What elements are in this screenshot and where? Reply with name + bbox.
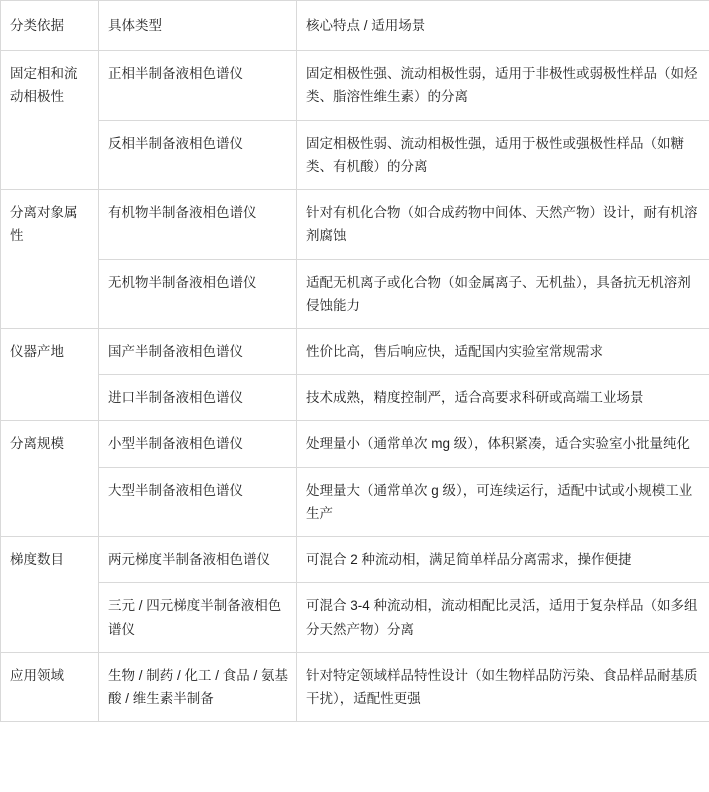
cell-desc: 处理量大（通常单次 g 级），可连续运行，适配中试或小规模工业生产 <box>297 467 709 536</box>
table-body <box>1 1 709 722</box>
cell-type: 无机物半制备液相色谱仪 <box>99 259 297 328</box>
cell-type: 进口半制备液相色谱仪 <box>99 375 297 421</box>
cell-type: 三元 / 四元梯度半制备液相色谱仪 <box>99 583 297 652</box>
cell-type: 两元梯度半制备液相色谱仪 <box>99 537 297 583</box>
cell-desc: 固定相极性弱、流动相极性强，适用于极性或强极性样品（如糖类、有机酸）的分离 <box>297 120 709 189</box>
cell-basis: 分离对象属性 <box>1 190 99 329</box>
cell-type: 生物 / 制药 / 化工 / 食品 / 氨基酸 / 维生素半制备 <box>99 652 297 721</box>
cell-desc: 适配无机离子或化合物（如金属离子、无机盐），具备抗无机溶剂侵蚀能力 <box>297 259 709 328</box>
table-row <box>1 259 709 328</box>
column-header-type: 具体类型 <box>99 1 297 51</box>
cell-basis: 分离规模 <box>1 421 99 537</box>
table-row <box>1 328 709 374</box>
cell-desc: 针对有机化合物（如合成药物中间体、天然产物）设计，耐有机溶剂腐蚀 <box>297 190 709 259</box>
table-row <box>1 120 709 189</box>
cell-desc: 性价比高，售后响应快，适配国内实验室常规需求 <box>297 328 709 374</box>
table-row <box>1 467 709 536</box>
cell-type: 有机物半制备液相色谱仪 <box>99 190 297 259</box>
cell-basis: 固定相和流动相极性 <box>1 51 99 190</box>
cell-basis: 应用领域 <box>1 652 99 721</box>
cell-desc: 固定相极性强、流动相极性弱，适用于非极性或弱极性样品（如烃类、脂溶性维生素）的分离 <box>297 51 709 120</box>
cell-basis: 仪器产地 <box>1 328 99 420</box>
table-header-row <box>1 1 709 51</box>
cell-desc: 可混合 2 种流动相，满足简单样品分离需求，操作便捷 <box>297 537 709 583</box>
cell-type: 国产半制备液相色谱仪 <box>99 328 297 374</box>
table-row <box>1 421 709 467</box>
cell-desc: 针对特定领域样品特性设计（如生物样品防污染、食品样品耐基质干扰），适配性更强 <box>297 652 709 721</box>
column-header-desc: 核心特点 / 适用场景 <box>297 1 709 51</box>
table-row <box>1 190 709 259</box>
cell-type: 大型半制备液相色谱仪 <box>99 467 297 536</box>
cell-desc: 处理量小（通常单次 mg 级），体积紧凑，适合实验室小批量纯化 <box>297 421 709 467</box>
table-row <box>1 583 709 652</box>
cell-desc: 技术成熟，精度控制严，适合高要求科研或高端工业场景 <box>297 375 709 421</box>
cell-desc: 可混合 3-4 种流动相，流动相配比灵活，适用于复杂样品（如多组分天然产物）分离 <box>297 583 709 652</box>
cell-basis: 梯度数目 <box>1 537 99 653</box>
table-row <box>1 375 709 421</box>
column-header-basis: 分类依据 <box>1 1 99 51</box>
table-row <box>1 537 709 583</box>
cell-type: 反相半制备液相色谱仪 <box>99 120 297 189</box>
cell-type: 小型半制备液相色谱仪 <box>99 421 297 467</box>
table-row <box>1 51 709 120</box>
table-row <box>1 652 709 721</box>
cell-type: 正相半制备液相色谱仪 <box>99 51 297 120</box>
